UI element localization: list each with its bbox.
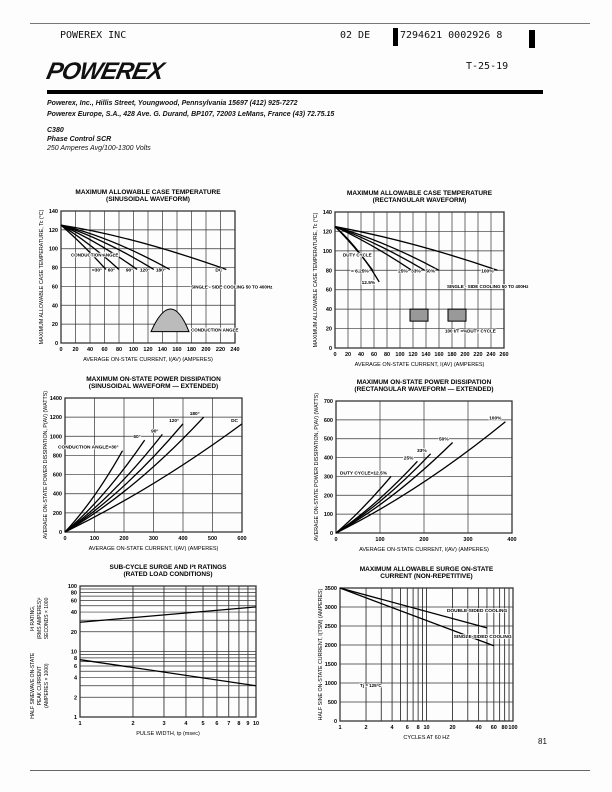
series-label: 90° (125, 268, 134, 274)
series-label: 60° (107, 268, 115, 274)
series-label: 33% (416, 448, 427, 454)
x-tick-label: 80 (501, 725, 508, 731)
company-code: POWEREX INC (60, 30, 127, 41)
x-tick-label: 7 (227, 721, 231, 727)
x-tick-label: 200 (201, 347, 211, 353)
x-tick-label: 20 (344, 352, 352, 358)
y-tick-label: 20 (325, 326, 332, 333)
product-rating: 250 Amperes Avg/100-1300 Volts (47, 145, 151, 152)
series-line (336, 442, 453, 533)
y-tick-label: 600 (52, 472, 62, 479)
y-axis-label-bottom-line: HALF SINEWAVE ON-STATE (30, 652, 36, 719)
x-tick-label: 200 (460, 352, 470, 358)
x-tick-label: 10 (423, 725, 430, 731)
y-tick-label: 20 (70, 629, 77, 636)
x-tick-label: 80 (383, 352, 391, 358)
barcode-text: 7294621 0002926 8 (400, 30, 503, 41)
y-tick-label: 1 (73, 715, 77, 721)
address-europe: Powerex Europe, S.A., 428 Ave. G. Durand, BP107, 72003 LeMans, France (43) 72.75.15 (47, 111, 335, 118)
address-us: Powerex, Inc., Hillis Street, Youngwood, Pennsylvania 15697 (412) 925-7272 (47, 100, 298, 107)
series-label: 50% (425, 269, 435, 275)
x-tick-label: 120 (408, 352, 418, 358)
series-label: CONDUCTION ANGLE=30° (58, 445, 119, 451)
x-axis-label: AVERAGE ON-STATE CURRENT, I(AV) (AMPERES) (88, 546, 219, 552)
x-tick-label: 80 (115, 347, 123, 353)
y-tick-label: 2000 (324, 643, 337, 649)
y-axis-label-top-line: I²t RATING, (30, 605, 36, 632)
y-tick-label: 6 (73, 664, 77, 671)
y-tick-label: 0 (333, 719, 337, 725)
x-tick-label: 8 (416, 725, 420, 731)
series-label: SINGLE-SIDED COOLING (453, 634, 512, 640)
y-tick-label: 700 (323, 399, 333, 405)
y-tick-label: 200 (323, 493, 333, 500)
x-tick-label: 180 (186, 347, 197, 353)
page-number: 81 (538, 737, 547, 746)
product-type: Phase Control SCR (47, 136, 112, 143)
x-tick-label: 0 (59, 347, 63, 353)
y-tick-label: 1000 (324, 681, 337, 687)
x-tick-label: 6 (405, 725, 409, 731)
y-tick-label: 80 (325, 268, 332, 275)
series-line (336, 454, 431, 533)
rectangular-pulse-icon (410, 309, 428, 321)
y-axis-label-bottom-line: PEAK CURRENT (37, 666, 43, 706)
x-tick-label: 400 (507, 537, 517, 543)
y-axis-label: HALF SINE ON-STATE CURRENT, I(TSM) (AMPERES) (318, 588, 324, 721)
y-tick-label: 0 (329, 531, 333, 537)
x-tick-label: 160 (172, 347, 182, 353)
x-tick-label: 120 (143, 347, 153, 353)
x-tick-label: 220 (473, 352, 483, 358)
y-axis-label-top-line: (RMS AMPERES)² (37, 597, 43, 640)
x-axis-label: AVERAGE ON-STATE CURRENT, I(AV) (AMPERES) (354, 362, 485, 368)
y-tick-label: 4 (73, 675, 77, 682)
annotation: CONDUCTION ANGLE (71, 252, 119, 258)
series-line (65, 451, 123, 532)
chart-title: SUB-CYCLE SURGE AND I²t RATINGS (109, 564, 227, 571)
y-tick-label: 60 (51, 284, 58, 291)
series-label: 33% (411, 269, 421, 275)
x-tick-label: 6 (215, 721, 219, 727)
annotation: DUTY CYCLE (343, 252, 372, 258)
x-tick-label: 8 (237, 721, 241, 727)
y-tick-label: 100 (48, 246, 58, 253)
ref-code: T-25-19 (466, 61, 509, 72)
y-tick-label: 140 (322, 210, 332, 216)
footer-rule (30, 770, 590, 771)
series-label: DC (215, 268, 223, 274)
y-tick-label: 0 (54, 341, 58, 347)
y-tick-label: 20 (51, 322, 58, 329)
series-line (335, 227, 498, 271)
y-tick-label: 3500 (324, 586, 337, 592)
series-label: 100% (489, 416, 502, 422)
x-tick-label: 1 (78, 721, 82, 727)
x-tick-label: 40 (475, 725, 482, 731)
x-tick-label: 100 (395, 352, 405, 358)
x-tick-label: 60 (101, 347, 108, 353)
y-tick-label: 10 (70, 649, 77, 656)
series-label: 25% (403, 456, 414, 462)
y-tick-label: 140 (48, 209, 58, 215)
series-label: 180° (155, 268, 166, 274)
x-tick-label: 0 (333, 352, 337, 358)
y-tick-label: 1400 (49, 396, 62, 402)
series-label: 120° (139, 268, 150, 274)
x-tick-label: 10 (252, 721, 260, 727)
chart-subtitle: CURRENT (NON-REPETITIVE) (380, 573, 473, 580)
annotation: Tj = 125°C (360, 682, 382, 688)
y-tick-label: 120 (322, 229, 332, 236)
chart-subtitle: (SINUSOIDAL WAVEFORM — EXTENDED) (88, 383, 219, 390)
x-tick-label: 100 (89, 536, 100, 542)
x-tick-label: 180 (447, 352, 457, 358)
x-axis-label: CYCLES AT 60 HZ (403, 735, 450, 741)
x-tick-label: 5 (201, 721, 205, 727)
chart-subtitle: (RATED LOAD CONDITIONS) (123, 571, 213, 578)
x-tick-label: 20 (449, 725, 456, 731)
series-label: 100% (481, 269, 494, 275)
x-tick-label: 60 (490, 725, 497, 731)
y-axis-label-bottom (30, 652, 50, 719)
chart-subtitle: (RECTANGULAR WAVEFORM — EXTENDED) (354, 386, 494, 393)
x-tick-label: 600 (237, 536, 247, 542)
x-tick-label: 100 (128, 347, 139, 353)
series-label: 50% (438, 437, 449, 443)
y-tick-label: 500 (327, 700, 337, 706)
x-tick-label: 220 (215, 347, 226, 353)
y-tick-label: 60 (70, 598, 77, 605)
x-tick-label: 260 (499, 352, 509, 358)
chart-title: MAXIMUM ON-STATE POWER DISSIPATION (86, 376, 221, 383)
series-label: DC (231, 418, 238, 424)
y-tick-label: 40 (51, 303, 58, 310)
series-label: 12.5% (361, 280, 376, 286)
y-tick-label: 2500 (324, 624, 337, 630)
series-label: 90° (151, 429, 159, 435)
series-label: 25% (398, 269, 408, 275)
annotation: SINGLE - SIDE COOLING 50 TO 400Hz (447, 283, 529, 289)
series-label: DUTY CYCLE=12.5% (340, 471, 387, 477)
annotation: CONDUCTION ANGLE (191, 327, 239, 333)
y-axis-label-top-line: SECONDS × 1000 (44, 597, 50, 640)
y-tick-label: 80 (51, 265, 58, 272)
y-axis-label: MAXIMUM ALLOWABLE CASE TEMPERATURE, Tc (°C) (39, 209, 45, 345)
x-tick-label: 2 (131, 721, 135, 727)
chart-subtitle: (SINUSOIDAL WAVEFORM) (106, 196, 190, 203)
y-axis-label-bottom-line: (AMPERES × 1000) (44, 663, 50, 709)
x-tick-label: 2 (364, 725, 368, 731)
x-tick-label: 240 (230, 347, 240, 353)
series-label: 120° (169, 418, 179, 424)
y-tick-label: 2 (73, 695, 77, 702)
x-axis-label: PULSE WIDTH, tp (msec) (136, 731, 200, 737)
x-tick-label: 200 (119, 536, 129, 542)
x-tick-label: 140 (421, 352, 431, 358)
series-label: =30° (91, 268, 102, 274)
x-tick-label: 1 (338, 725, 342, 731)
x-tick-label: 400 (178, 536, 188, 542)
x-tick-label: 140 (157, 347, 168, 353)
y-tick-label: 80 (70, 590, 77, 597)
chart-title: MAXIMUM ALLOWABLE CASE TEMPERATURE (346, 190, 493, 197)
chart-title: MAXIMUM ALLOWABLE CASE TEMPERATURE (75, 189, 221, 196)
series-label: 180° (189, 412, 200, 418)
chart-subtitle: (RECTANGULAR WAVEFORM) (372, 197, 467, 204)
x-tick-label: 0 (63, 536, 67, 542)
x-tick-label: 4 (390, 725, 394, 731)
chart-title: MAXIMUM ALLOWABLE SURGE ON-STATE (359, 566, 494, 573)
x-tick-label: 500 (207, 536, 218, 542)
x-tick-label: 9 (246, 721, 250, 727)
y-axis-label-top (30, 597, 50, 639)
y-tick-label: 600 (323, 417, 333, 424)
y-axis-label: AVERAGE ON-STATE POWER DISSIPATION, P(AV) (WATTS) (43, 390, 49, 540)
annotation: SINGLE - SIDE COOLING 50 TO 400Hz (191, 284, 273, 290)
y-tick-label: 500 (323, 436, 333, 443)
y-tick-label: 300 (323, 474, 333, 481)
y-tick-label: 800 (52, 453, 62, 460)
x-tick-label: 20 (72, 347, 79, 353)
y-tick-label: 40 (325, 307, 332, 314)
y-tick-label: 1000 (49, 434, 62, 441)
series-label: 60° (133, 435, 141, 441)
y-tick-label: 200 (52, 510, 62, 517)
doc-code: 02 DE (340, 30, 371, 41)
x-tick-label: 100 (508, 725, 518, 731)
y-axis-label: MAXIMUM ALLOWABLE CASE TEMPERATURE, Tc (°C) (313, 212, 319, 348)
y-tick-label: 0 (58, 530, 62, 536)
y-tick-label: 0 (328, 346, 332, 352)
y-tick-label: 1500 (324, 662, 337, 668)
x-axis-label: AVERAGE ON-STATE CURRENT, I(AV) (AMPERES) (359, 547, 489, 553)
x-tick-label: 60 (370, 352, 378, 358)
series-label: DOUBLE-SIDED COOLING (446, 608, 508, 614)
y-tick-label: 3000 (324, 605, 337, 611)
x-tick-label: 3 (162, 721, 166, 727)
y-tick-label: 120 (48, 227, 58, 234)
y-tick-label: 8 (73, 655, 77, 662)
x-tick-label: 0 (334, 537, 338, 543)
y-tick-label: 40 (70, 610, 77, 617)
y-axis-label: AVERAGE ON-STATE POWER DISSIPATION, P(AV) (WATTS) (314, 392, 320, 542)
series-line (80, 660, 256, 686)
sine-waveform-icon (151, 309, 189, 332)
x-tick-label: 40 (86, 347, 94, 353)
y-tick-label: 1200 (49, 415, 62, 422)
y-tick-label: 100 (323, 512, 333, 519)
x-tick-label: 4 (184, 721, 188, 727)
y-tick-label: 400 (52, 491, 62, 498)
rectangular-pulse-icon (448, 309, 466, 321)
x-tick-label: 40 (357, 352, 365, 358)
x-tick-label: 240 (486, 352, 496, 358)
y-tick-label: 100 (67, 584, 77, 590)
series-line (336, 476, 391, 533)
part-number: C380 (47, 127, 64, 134)
y-tick-label: 60 (325, 287, 332, 294)
annotation: 100 t/T =%DUTY CYCLE (445, 328, 496, 334)
x-tick-label: 160 (434, 352, 444, 358)
series-label: = 6.25% (350, 269, 369, 275)
chart-title: MAXIMUM ON-STATE POWER DISSIPATION (356, 379, 492, 386)
x-tick-label: 300 (463, 537, 473, 543)
x-axis-label: AVERAGE ON-STATE CURRENT, I(AV) (AMPERES) (83, 357, 213, 363)
powerex-logo: POWEREX (44, 58, 166, 85)
x-tick-label: 200 (419, 537, 429, 543)
x-tick-label: 100 (375, 537, 385, 543)
y-tick-label: 400 (323, 455, 333, 462)
y-tick-label: 100 (322, 248, 332, 255)
x-tick-label: 300 (148, 536, 159, 542)
